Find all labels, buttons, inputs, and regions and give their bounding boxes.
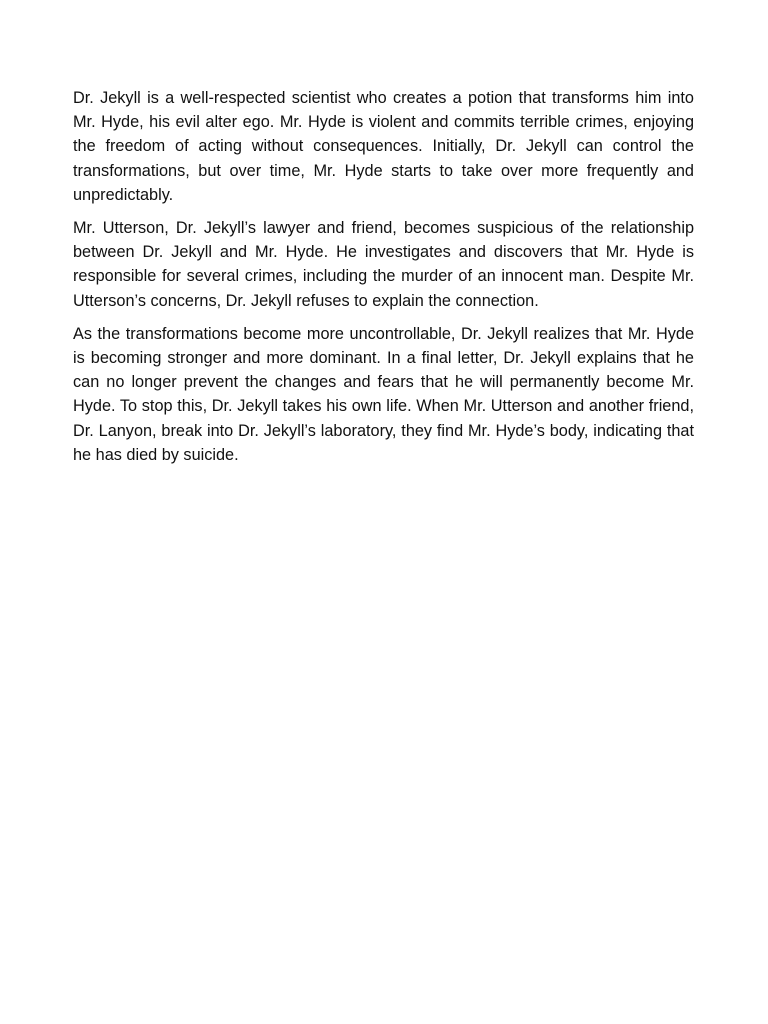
- paragraph: Dr. Jekyll is a well-respected scientist who creates a potion that transforms him into Mr. Hyde, his evil alter ego. Mr. Hyde is violent and commits terrible crimes, enjoying the freedom of acting without consequences. Initially, Dr. Jekyll can control the transformations, but over time, Mr. Hyde starts to take over more frequently and unpredictably.: [73, 89, 694, 204]
- paragraph: As the transformations become more uncontrollable, Dr. Jekyll realizes that Mr. Hyde is becoming stronger and more dominant. In a final letter, Dr. Jekyll explains that he can no longer prevent the changes and fears that he will permanently become Mr. Hyde. To stop this, Dr. Jekyll takes his own life. When Mr. Utterson and another friend, Dr. Lanyon, break into Dr. Jekyll’s laboratory, they find Mr. Hyde’s body, indicating that he has died by suicide.: [73, 324, 694, 464]
- document-body: [73, 86, 694, 476]
- paragraph: Mr. Utterson, Dr. Jekyll’s lawyer and friend, becomes suspicious of the relationship between Dr. Jekyll and Mr. Hyde. He investigates and discovers that Mr. Hyde is responsible for several crimes, including the murder of an innocent man. Despite Mr. Utterson’s concerns, Dr. Jekyll refuses to explain the connection.: [73, 219, 694, 310]
